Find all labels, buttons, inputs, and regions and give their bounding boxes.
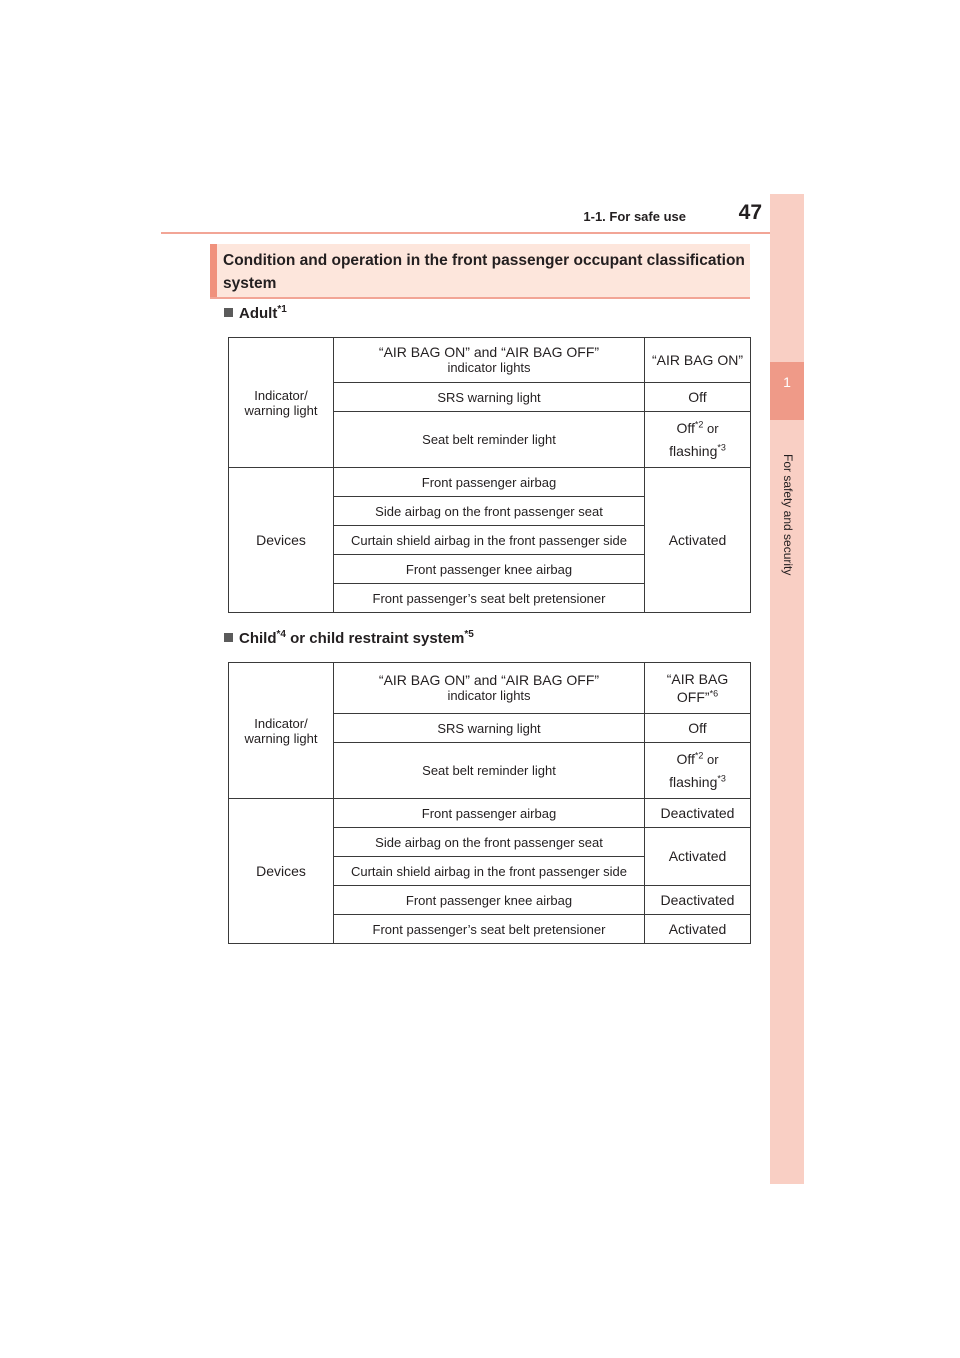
device-row: Front passenger airbag xyxy=(334,468,645,497)
indicator-label: Indicator/ warning light xyxy=(244,387,318,418)
srs-warning-value: Off xyxy=(645,383,751,412)
seatbelt-reminder-value xyxy=(645,412,751,468)
child-heading xyxy=(224,630,474,647)
seatbelt-reminder-label: Seat belt reminder light xyxy=(334,412,645,468)
seatbelt-off: Off xyxy=(676,751,695,767)
device-value: Deactivated xyxy=(645,799,751,828)
seatbelt-flashing: flashing xyxy=(669,443,718,459)
footnote-mark: *4 xyxy=(276,629,286,640)
section-heading-accent xyxy=(210,244,217,298)
srs-warning-value: Off xyxy=(645,714,751,743)
device-row: Curtain shield airbag in the front passenger side xyxy=(334,526,645,555)
device-value: Activated xyxy=(645,828,751,886)
indicator-lights-sublabel: indicator lights xyxy=(447,688,531,703)
child-heading-mid: or child restraint system xyxy=(285,630,465,647)
section-heading-underline xyxy=(210,297,750,299)
indicator-label-cell xyxy=(229,338,334,468)
indicator-lights-value xyxy=(645,663,751,714)
indicator-label-cell xyxy=(229,663,334,799)
indicator-lights-value-line1: “AIR BAG xyxy=(666,671,729,687)
page-number: 47 xyxy=(738,201,762,224)
adult-table xyxy=(228,337,751,613)
running-header: 1-1. For safe use xyxy=(583,209,686,224)
srs-warning-label: SRS warning light xyxy=(334,714,645,743)
square-bullet-icon xyxy=(224,308,233,317)
indicator-lights-cell xyxy=(334,338,645,383)
device-row: Front passenger’s seat belt pretensioner xyxy=(334,915,645,944)
device-row: Front passenger knee airbag xyxy=(334,555,645,584)
devices-label: Devices xyxy=(229,799,334,944)
seatbelt-or: or xyxy=(703,421,719,436)
devices-value: Activated xyxy=(645,468,751,613)
indicator-lights-cell xyxy=(334,663,645,714)
device-row: Side airbag on the front passenger seat xyxy=(334,497,645,526)
device-row: Front passenger knee airbag xyxy=(334,886,645,915)
footnote-mark: *6 xyxy=(709,688,719,699)
child-table xyxy=(228,662,751,944)
indicator-lights-value-line2: OFF” xyxy=(676,689,710,705)
srs-warning-label: SRS warning light xyxy=(334,383,645,412)
section-title: Condition and operation in the front passenger occupant classification system xyxy=(223,252,745,292)
child-heading-text: Child xyxy=(239,630,277,647)
side-tab-number-box xyxy=(770,362,804,420)
square-bullet-icon xyxy=(224,633,233,642)
side-tab-label: For safety and security xyxy=(781,454,795,576)
device-row: Front passenger’s seat belt pretensioner xyxy=(334,584,645,613)
footnote-mark: *3 xyxy=(717,442,726,453)
footnote-mark: *1 xyxy=(277,304,287,315)
side-tab-number: 1 xyxy=(783,374,791,390)
device-value: Deactivated xyxy=(645,886,751,915)
device-row: Side airbag on the front passenger seat xyxy=(334,828,645,857)
indicator-lights-sublabel: indicator lights xyxy=(447,360,531,375)
footnote-mark: *5 xyxy=(464,629,474,640)
seatbelt-reminder-value xyxy=(645,743,751,799)
side-tab xyxy=(770,194,804,1184)
device-row: Curtain shield airbag in the front passenger side xyxy=(334,857,645,886)
device-row: Front passenger airbag xyxy=(334,799,645,828)
seatbelt-off: Off xyxy=(676,420,695,436)
adult-heading-text: Adult xyxy=(239,305,278,322)
footnote-mark: *2 xyxy=(694,419,704,430)
indicator-lights-value: “AIR BAG ON” xyxy=(645,338,751,383)
indicator-label: Indicator/ warning light xyxy=(244,715,318,746)
devices-label: Devices xyxy=(229,468,334,613)
header-divider xyxy=(161,232,803,234)
adult-heading xyxy=(224,305,287,322)
device-value: Activated xyxy=(645,915,751,944)
footnote-mark: *2 xyxy=(694,750,704,761)
footnote-mark: *3 xyxy=(717,773,726,784)
seatbelt-or: or xyxy=(703,752,719,767)
seatbelt-reminder-label: Seat belt reminder light xyxy=(334,743,645,799)
indicator-lights-label: “AIR BAG ON” and “AIR BAG OFF” xyxy=(378,344,600,360)
indicator-lights-label: “AIR BAG ON” and “AIR BAG OFF” xyxy=(378,672,600,688)
seatbelt-flashing: flashing xyxy=(669,774,718,790)
